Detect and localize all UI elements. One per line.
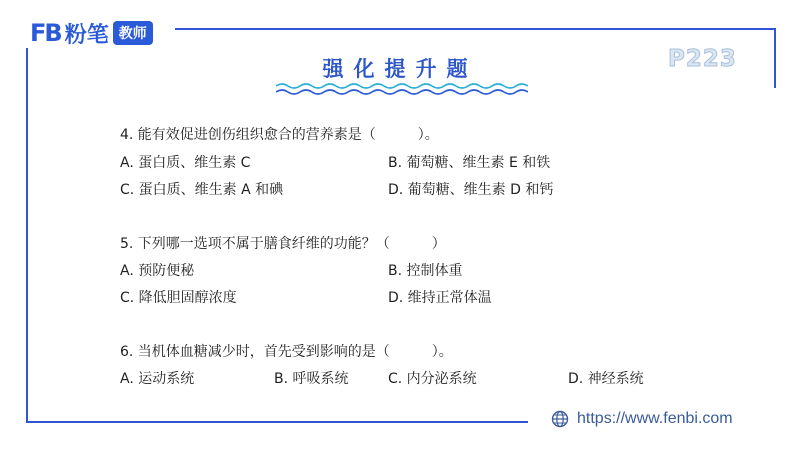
footer-url-text[interactable]: https://www.fenbi.com [577, 410, 733, 427]
question-6-option-c: C. 内分泌系统 [388, 371, 477, 387]
question-6-option-a: A. 运动系统 [120, 371, 195, 387]
question-5-option-b: B. 控制体重 [388, 263, 463, 279]
page-number: P223 [668, 46, 737, 72]
logo-name: 粉笔 [64, 22, 109, 48]
question-6-option-b: B. 呼吸系统 [274, 371, 349, 387]
question-4-option-b: B. 葡萄糖、维生素 E 和铁 [388, 155, 551, 171]
question-5-stem: 5. 下列哪一选项不属于膳食纤维的功能？（ ） [120, 236, 446, 252]
globe-icon [551, 410, 569, 428]
question-5-option-c: C. 降低胆固醇浓度 [120, 290, 237, 306]
question-6-option-d: D. 神经系统 [568, 371, 644, 387]
question-4-option-c: C. 蛋白质、维生素 A 和碘 [120, 182, 284, 198]
question-5-option-d: D. 维持正常体温 [388, 290, 492, 306]
title-wave-decoration [276, 82, 528, 96]
logo-mark: FB [30, 19, 61, 47]
logo-badge: 教师 [113, 21, 153, 45]
brand-logo [30, 18, 153, 48]
question-4-stem: 4. 能有效促进创伤组织愈合的营养素是（ ）。 [120, 127, 439, 143]
frame-left-line [26, 48, 28, 423]
question-4-option-d: D. 葡萄糖、维生素 D 和钙 [388, 182, 554, 198]
question-5-option-a: A. 预防便秘 [120, 263, 195, 279]
frame-bottom-line [26, 421, 528, 423]
frame-top-line [175, 28, 776, 30]
question-4-option-a: A. 蛋白质、维生素 C [120, 155, 251, 171]
question-6-stem: 6. 当机体血糖减少时，首先受到影响的是（ ）。 [120, 344, 453, 360]
page-title: 强化提升题 [322, 57, 478, 81]
footer-url[interactable] [551, 410, 733, 428]
